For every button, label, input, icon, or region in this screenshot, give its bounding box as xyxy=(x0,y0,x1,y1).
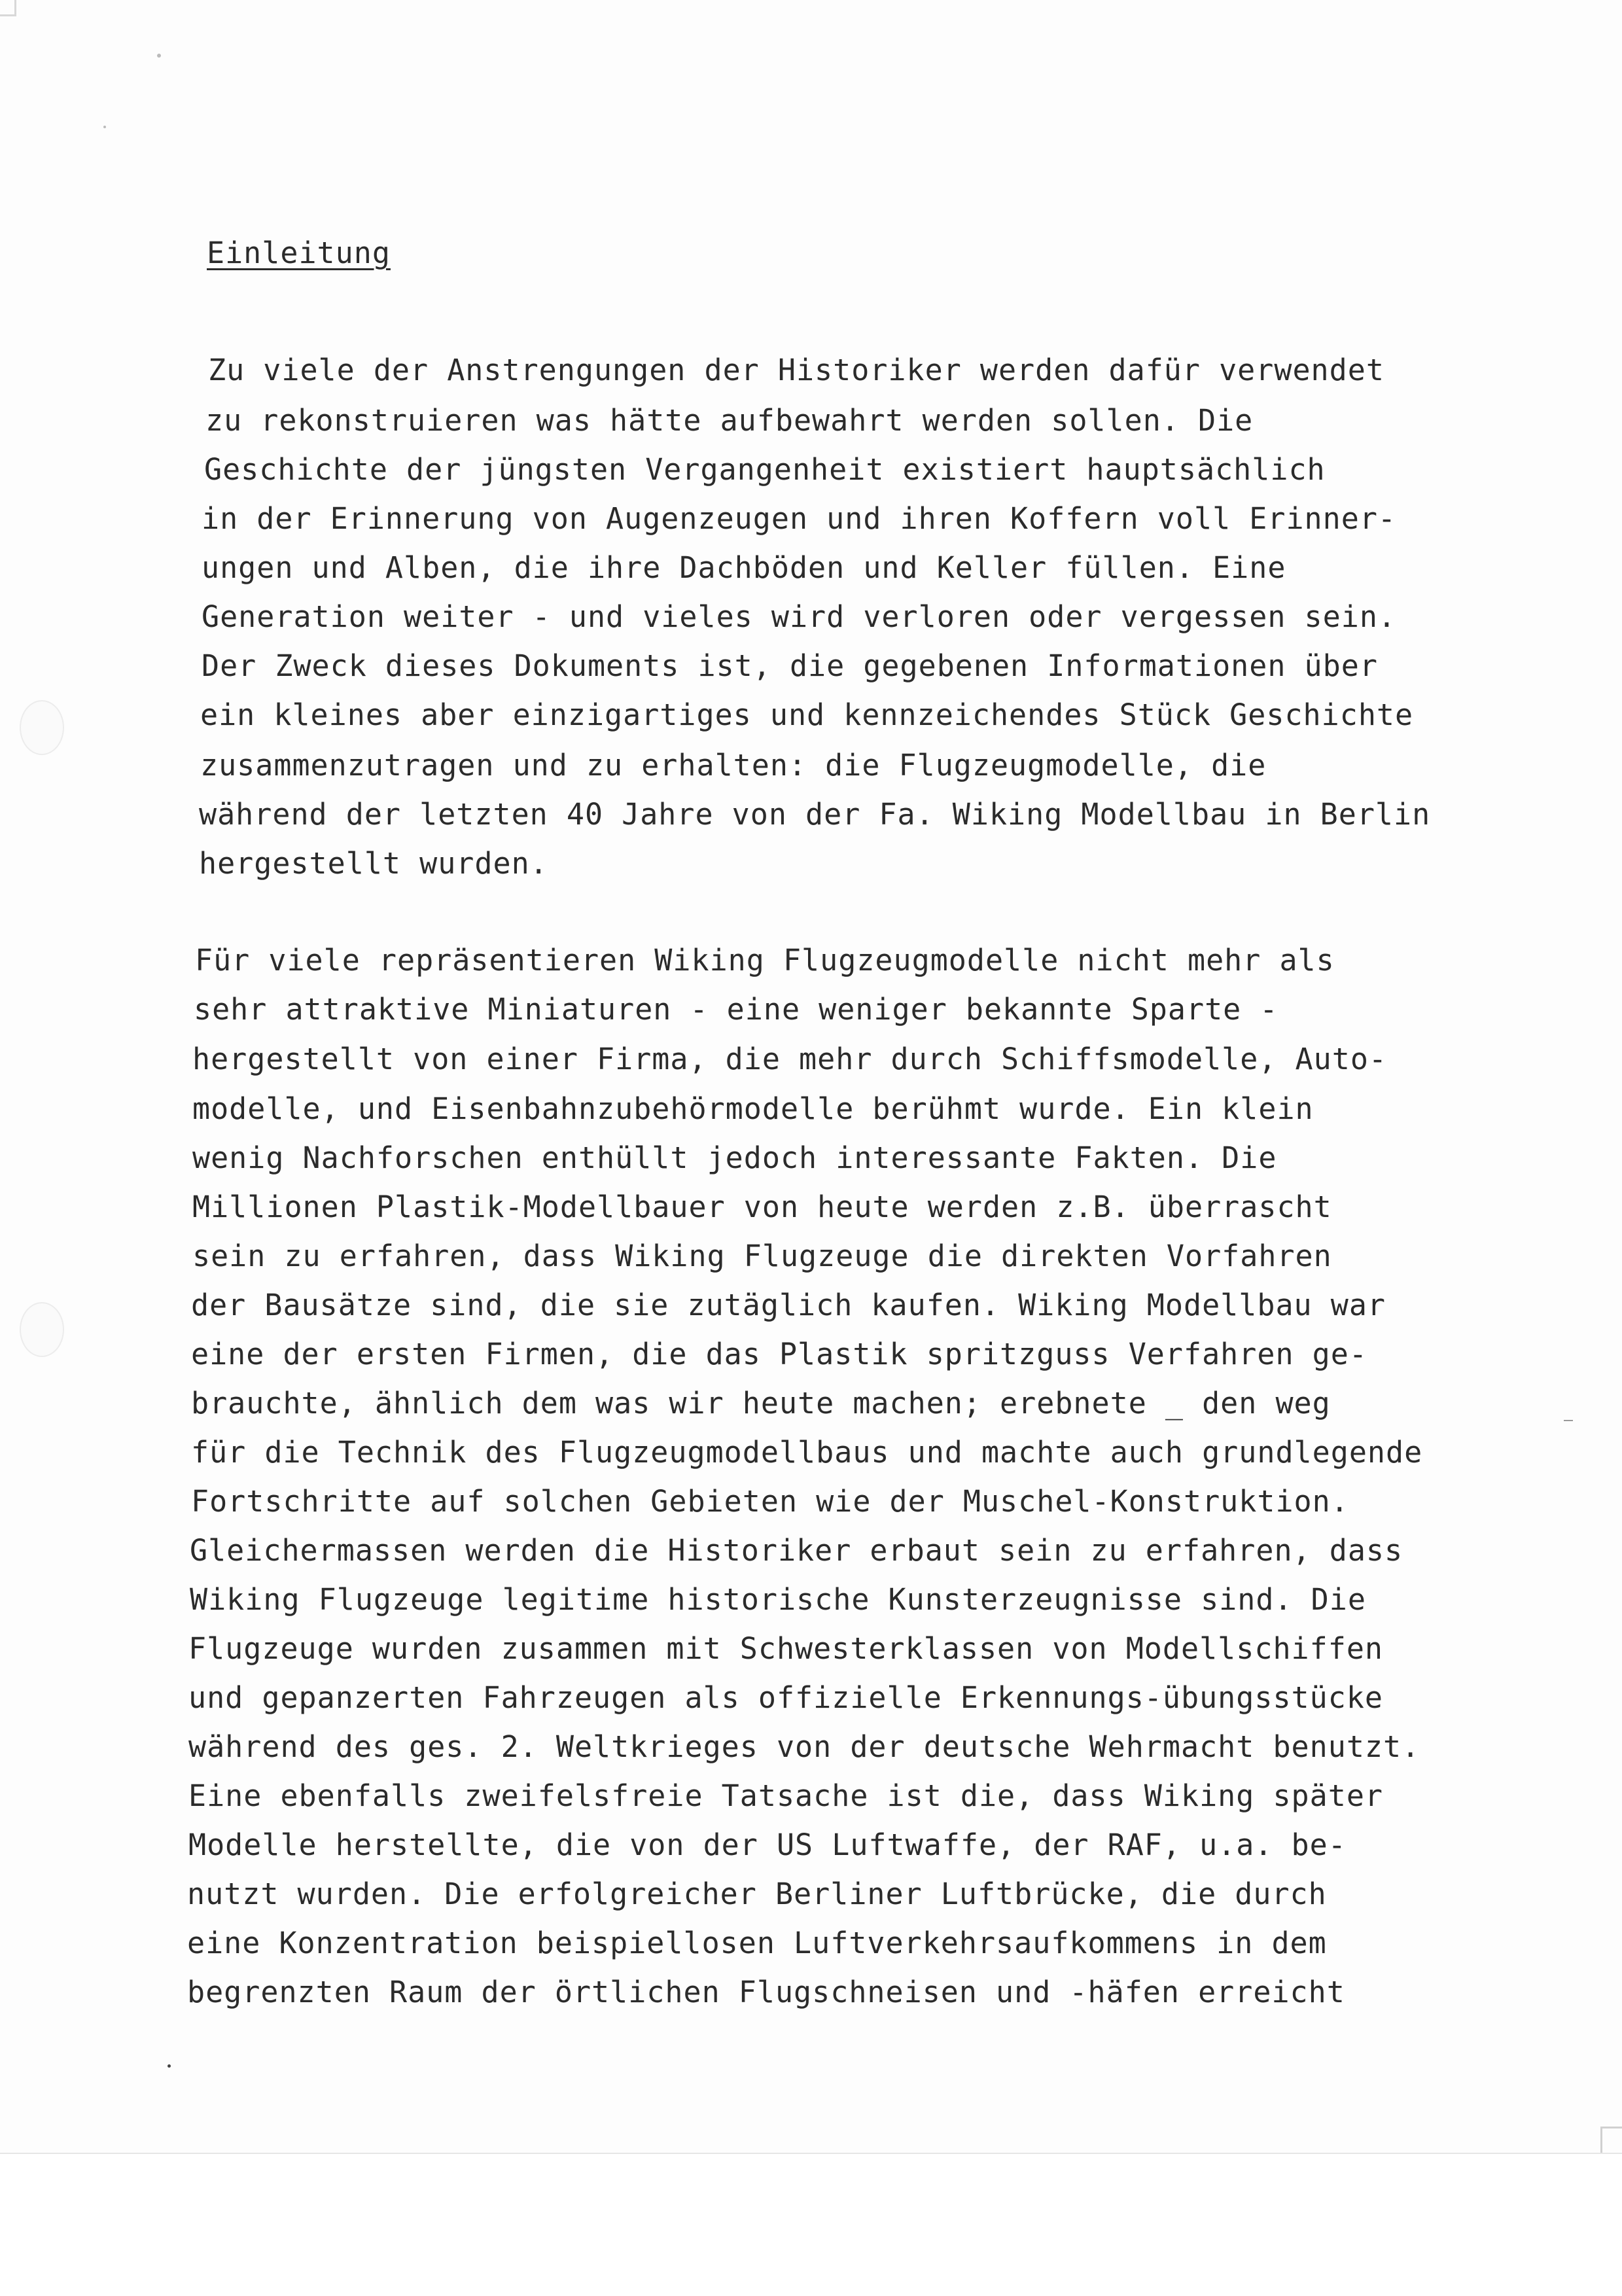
text-line: Eine ebenfalls zweifelsfreie Tatsache ist die, dass Wiking später xyxy=(188,1778,1383,1813)
text-line: hergestellt wurden. xyxy=(199,846,548,881)
text-line: während der letzten 40 Jahre von der Fa. Wiking Modellbau in Berlin xyxy=(199,797,1431,832)
text-line: zu rekonstruieren was hätte aufbewahrt werden sollen. Die xyxy=(205,403,1254,438)
text-line: begrenzten Raum der örtlichen Flugschneisen und -häfen erreicht xyxy=(187,1975,1345,2009)
scan-corner-mark xyxy=(1600,2127,1622,2155)
scan-bottom-margin xyxy=(0,2153,1622,2296)
text-line: Millionen Plastik-Modellbauer von heute werden z.B. überrascht xyxy=(192,1190,1332,1224)
text-line: eine Konzentration beispiellosen Luftverkehrsaufkommens in dem xyxy=(187,1926,1327,1960)
text-line: ungen und Alben, die ihre Dachböden und Keller füllen. Eine xyxy=(202,550,1286,585)
text-line: ein kleines aber einzigartiges und kennzeichendes Stück Geschichte xyxy=(200,698,1414,732)
text-line: Zu viele der Anstrengungen der Historiker werden dafür verwendet xyxy=(208,353,1384,387)
text-line: der Bausätze sind, die sie zutäglich kaufen. Wiking Modellbau war xyxy=(191,1288,1386,1322)
punch-hole xyxy=(20,700,64,755)
text-line: eine der ersten Firmen, die das Plastik spritzguss Verfahren ge- xyxy=(191,1337,1367,1371)
text-line: sein zu erfahren, dass Wiking Flugzeuge die direkten Vorfahren xyxy=(192,1239,1332,1273)
text-line: Gleichermassen werden die Historiker erbaut sein zu erfahren, dass xyxy=(190,1533,1403,1568)
text-line: brauchte, ähnlich dem was wir heute machen; erebnete _ den weg xyxy=(191,1386,1331,1421)
text-line: Modelle herstellte, die von der US Luftwaffe, der RAF, u.a. be- xyxy=(188,1828,1347,1862)
text-line: Flugzeuge wurden zusammen mit Schwesterklassen von Modellschiffen xyxy=(188,1631,1383,1666)
dust-speck xyxy=(157,54,161,58)
dust-speck xyxy=(1564,1420,1573,1421)
text-line: Generation weiter - und vieles wird verloren oder vergessen sein. xyxy=(202,599,1396,634)
text-line: Für viele repräsentieren Wiking Flugzeugmodelle nicht mehr als xyxy=(195,943,1335,978)
section-heading: Einleitung xyxy=(207,236,391,270)
scan-corner-mark xyxy=(0,0,16,16)
text-line: modelle, und Eisenbahnzubehörmodelle berühmt wurde. Ein klein xyxy=(192,1091,1314,1126)
dust-speck xyxy=(103,126,106,128)
text-line: sehr attraktive Miniaturen - eine weniger bekannte Sparte - xyxy=(194,992,1278,1027)
text-line: zusammenzutragen und zu erhalten: die Flugzeugmodelle, die xyxy=(200,748,1267,783)
text-line: nutzt wurden. Die erfolgreicher Berliner Luftbrücke, die durch xyxy=(187,1877,1327,1911)
punch-hole xyxy=(20,1302,64,1357)
text-line: Der Zweck dieses Dokuments ist, die gegebenen Informationen über xyxy=(202,648,1378,683)
text-line: hergestellt von einer Firma, die mehr durch Schiffsmodelle, Auto- xyxy=(192,1042,1387,1076)
text-line: und gepanzerten Fahrzeugen als offizielle Erkennungs-übungsstücke xyxy=(188,1680,1383,1715)
text-line: während des ges. 2. Weltkrieges von der deutsche Wehrmacht benutzt. xyxy=(188,1729,1420,1764)
text-line: Fortschritte auf solchen Gebieten wie der Muschel-Konstruktion. xyxy=(191,1484,1349,1519)
dust-speck xyxy=(167,2064,171,2068)
text-line: Wiking Flugzeuge legitime historische Kunsterzeugnisse sind. Die xyxy=(190,1582,1366,1617)
text-line: Geschichte der jüngsten Vergangenheit existiert hauptsächlich xyxy=(204,452,1326,487)
text-line: in der Erinnerung von Augenzeugen und ihren Koffern voll Erinner- xyxy=(202,501,1396,536)
text-line: für die Technik des Flugzeugmodellbaus und machte auch grundlegende xyxy=(191,1435,1423,1470)
text-line: wenig Nachforschen enthüllt jedoch interessante Fakten. Die xyxy=(192,1140,1277,1175)
